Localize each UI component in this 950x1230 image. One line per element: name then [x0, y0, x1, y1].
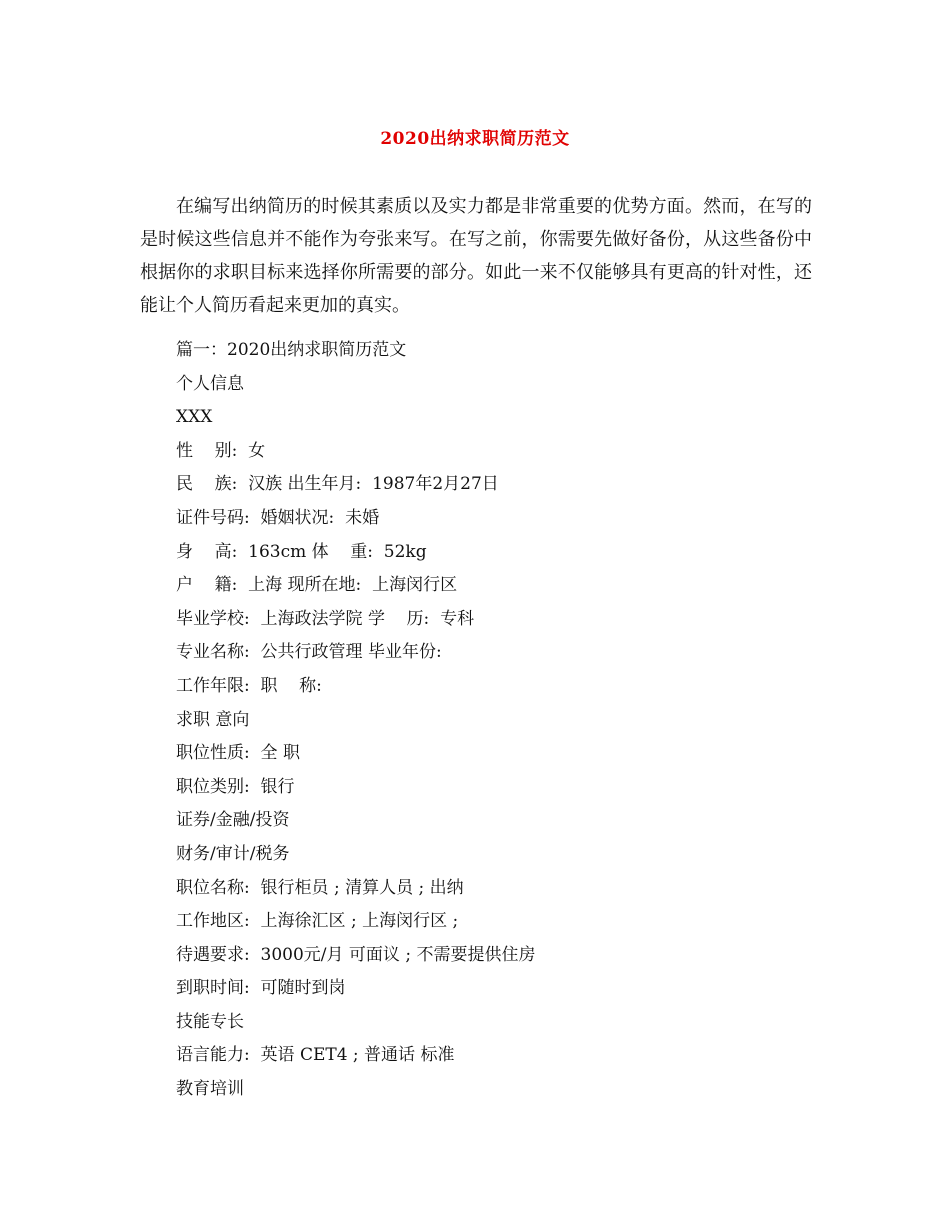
line-work-area: 工作地区: 上海徐汇区 ; 上海闵行区 ; — [176, 911, 459, 932]
line-skills-heading: 技能专长 — [176, 1011, 244, 1032]
line-school-degree: 毕业学校: 上海政法学院 学 历: 专科 — [176, 608, 475, 629]
line-salary: 待遇要求: 3000元/月 可面议 ; 不需要提供住房 — [176, 944, 536, 965]
line-education-heading: 教育培训 — [176, 1079, 244, 1100]
line-job-intent-heading: 求职 意向 — [176, 709, 250, 730]
line-job-category: 职位类别: 银行 — [176, 776, 295, 797]
line-ethnicity-birth: 民 族: 汉族 出生年月: 1987年2月27日 — [176, 474, 499, 495]
line-start-time: 到职时间: 可随时到岗 — [176, 978, 346, 999]
line-gender: 性 别: 女 — [176, 440, 266, 461]
line-job-title: 职位名称: 银行柜员 ; 清算人员 ; 出纳 — [176, 877, 464, 898]
line-residence: 户 籍: 上海 现所在地: 上海闵行区 — [176, 575, 458, 596]
line-major-grad-year: 专业名称: 公共行政管理 毕业年份: — [176, 642, 442, 663]
line-id-marital: 证件号码: 婚姻状况: 未婚 — [176, 507, 380, 528]
document-title: 2020出纳求职简历范文 — [380, 129, 570, 149]
line-section-heading: 篇一：2020出纳求职简历范文 — [176, 340, 407, 360]
intro-paragraph: 在编写出纳简历的时候其素质以及实力都是非常重要的优势方面。然而，在写的是时候这些信息并不能作为夸张来写。在写之前，你需要先做好备份，从这些备份中根据你的求职目标来选择你所需要的部分。如此一来不仅能够具有更高的针对性，还能让个人简历看起来更加的真实。 — [140, 196, 812, 316]
line-category-finance: 财务/审计/税务 — [176, 843, 290, 864]
line-personal-info-heading: 个人信息 — [176, 373, 244, 394]
resume-lines — [176, 334, 535, 1107]
line-name: XXX — [176, 407, 213, 428]
line-language: 语言能力: 英语 CET4 ; 普通话 标准 — [176, 1045, 455, 1066]
line-years-title: 工作年限: 职 称: — [176, 675, 322, 696]
line-height-weight: 身 高: 163cm 体 重: 52kg — [176, 541, 427, 562]
line-category-securities: 证券/金融/投资 — [176, 810, 290, 831]
line-job-nature: 职位性质: 全 职 — [176, 743, 300, 764]
